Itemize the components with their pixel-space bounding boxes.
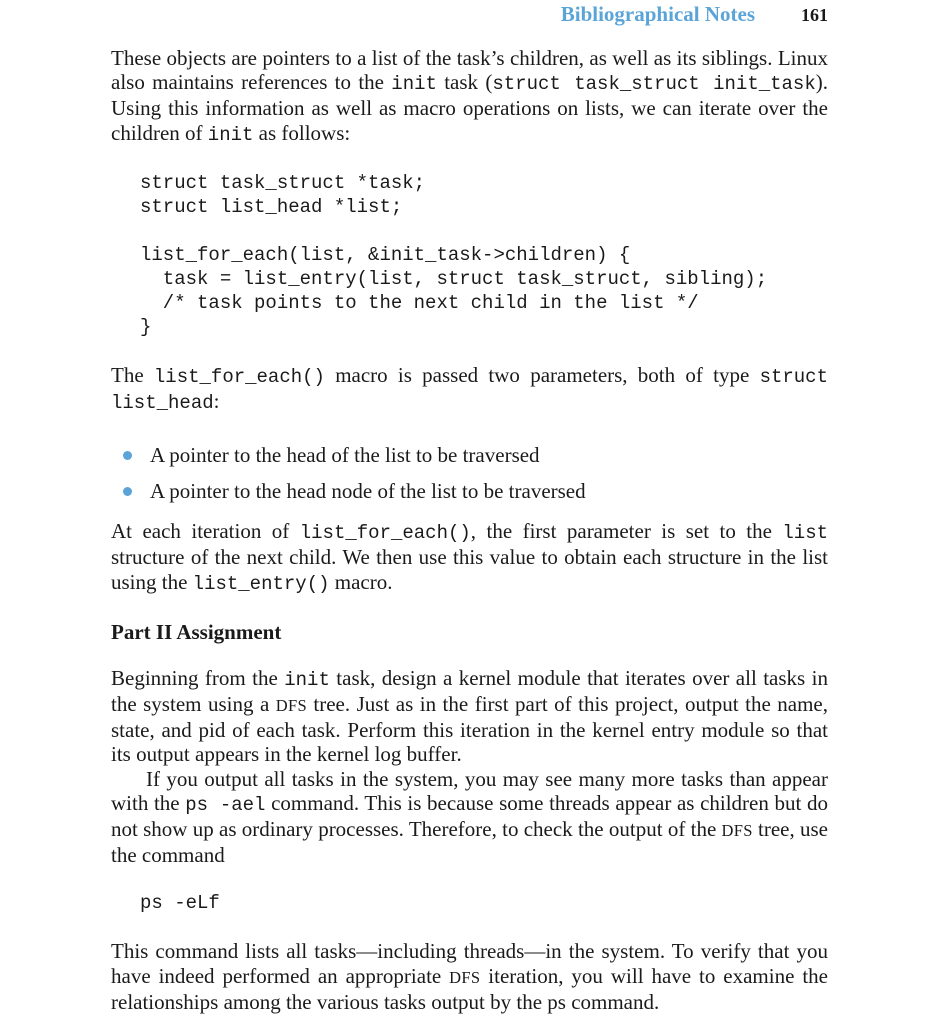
inline-code: struct list_head: [111, 365, 828, 415]
small-caps: DFS: [275, 696, 307, 716]
inline-code: list_for_each(): [299, 522, 471, 545]
inline-code: init: [284, 668, 330, 691]
code-block-iteration: struct task_struct *task; struct list_head *list; list_for_each(list, &init_task->children) { task = list_entry(list, struct task_struct, sibling); /* task points to the next child in the list */ }: [140, 171, 768, 338]
paragraph-output-note: If you output all tasks in the system, you may see many more tasks than appear with the ps -ael command. This is because some threads appear as children but do not show up as ordinary processes. Therefore, to check the output of the DFS tree, use the command: [111, 766, 828, 868]
paragraph-macro-params: The list_for_each() macro is passed two parameters, both of type struct list_head:: [111, 362, 828, 415]
paragraph-verify: This command lists all tasks—including threads—in the system. To verify that you have indeed performed an appropriate DFS iteration, you will have to examine the relationships among the various tasks output by the ps command.: [111, 939, 829, 1014]
bullet-icon: [123, 487, 132, 496]
paragraph-task-pointers: These objects are pointers to a list of the task’s children, as well as its siblings. Linux also maintains references to the init task (struct task_struct init_task). Using this information as well as macro operations on lists, we can iterate over the children of init as follows:: [111, 46, 828, 146]
inline-code: struct task_struct init_task: [492, 73, 816, 96]
page-body: [111, 46, 828, 1014]
inline-code: init: [391, 73, 437, 96]
bullet-list: [111, 443, 828, 503]
small-caps: DFS: [449, 967, 481, 987]
inline-code: init: [207, 123, 254, 146]
inline-code: list_for_each(): [153, 365, 325, 388]
paragraph-iteration: At each iteration of list_for_each(), the first parameter is set to the list structure of the next child. We then use this value to obtain each structure in the list using the list_entry() macro.: [111, 519, 829, 595]
code-block-command: ps -eLf: [140, 892, 220, 915]
small-caps: DFS: [721, 821, 753, 841]
list-item: A pointer to the head node of the list to be traversed: [111, 479, 828, 503]
running-header: [0, 2, 828, 28]
page-number: 161: [801, 5, 828, 25]
inline-code: list: [782, 522, 829, 545]
bullet-icon: [123, 451, 132, 460]
inline-code: ps -ael: [185, 793, 266, 816]
list-item: A pointer to the head of the list to be traversed: [111, 443, 828, 467]
inline-code: list_entry(): [192, 572, 330, 595]
section-title: Bibliographical Notes: [560, 2, 755, 26]
paragraph-assignment: Beginning from the init task, design a kernel module that iterates over all tasks in the system using a DFS tree. Just as in the first part of this project, output the name, state, and pid of each task. Perform this iteration in the kernel entry module so that its output appears in the kernel log buffer.: [111, 665, 828, 767]
section-heading: Part II Assignment: [111, 619, 282, 644]
